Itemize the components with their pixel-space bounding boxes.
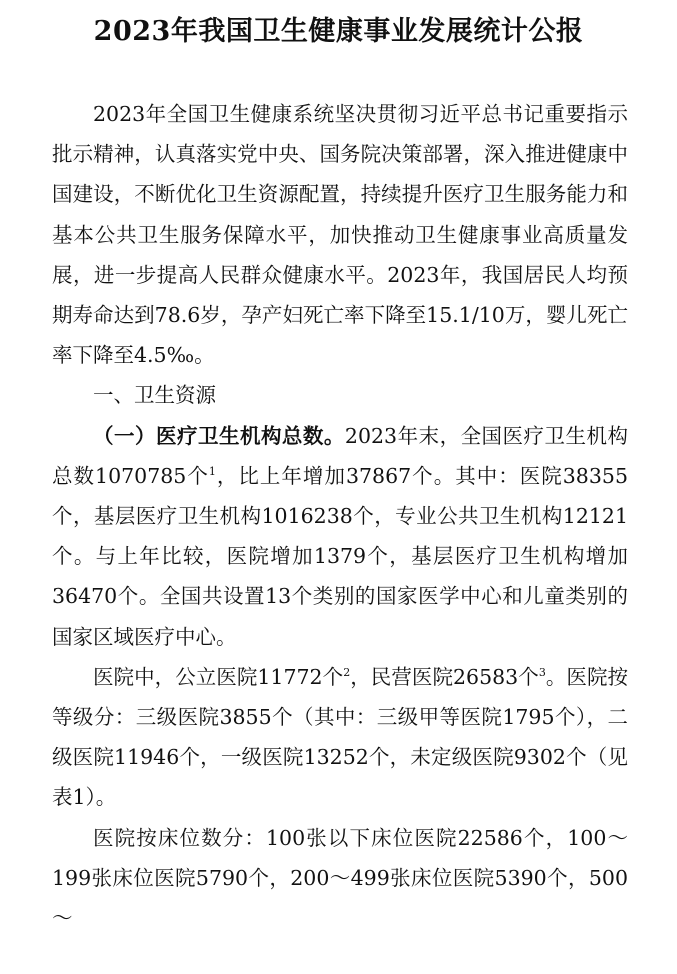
section-heading-health-resources: 一、卫生资源 — [93, 383, 216, 408]
footnote-marker: 1 — [208, 465, 216, 478]
paragraph-text: 。医院按等级分：三级医院3855个（其中：三级甲等医院1795个），二级医院11946个，一级医院13252个，未定级医院9302个（见表1）。 — [52, 664, 629, 810]
document-title: 2023年我国卫生健康事业发展统计公报 — [93, 16, 584, 47]
footnote-marker: 2 — [343, 666, 351, 680]
paragraph-text: 医院中，公立医院11772个 — [93, 664, 344, 689]
paragraph-text: ，比上年增加37867个。其中：医院38355个，基层医疗卫生机构1016238个，专业公共卫生机构12121个。与上年比较，医院增加1379个，基层医疗卫生机构增加36470个。全国共设置13个类别的国家医学中心和儿童类别的国家区域医疗中心。 — [52, 463, 628, 649]
paragraph-text: ，民营医院26583个 — [350, 664, 539, 689]
paragraph-institution-total — [52, 416, 628, 657]
paragraph-hospital-beds: 医院按床位数分：100张以下床位医院22586个，100～199张床位医院5790个，200～499张床位医院5390个，500～ — [52, 825, 628, 931]
subsection-heading-institution-total: （一）医疗卫生机构总数。 — [93, 423, 345, 448]
intro-paragraph: 2023年全国卫生健康系统坚决贯彻习近平总书记重要指示批示精神，认真落实党中央、国务院决策部署，深入推进健康中国建设，不断优化卫生资源配置，持续提升医疗卫生服务能力和基本公共卫生服务保障水平，加快推动卫生健康事业高质量发展，进一步提高人民群众健康水平。2023年，我国居民人均预期寿命达到78.6岁，孕产妇死亡率下降至15.1/10万，婴儿死亡率下降至4.5‰。 — [52, 102, 628, 368]
footnote-marker: 3 — [538, 666, 546, 680]
paragraph-hospital-types — [52, 657, 628, 818]
paragraph-text: 2023年末，全国医疗卫生机构总数1070785个 — [52, 423, 629, 488]
document-body — [52, 94, 628, 938]
